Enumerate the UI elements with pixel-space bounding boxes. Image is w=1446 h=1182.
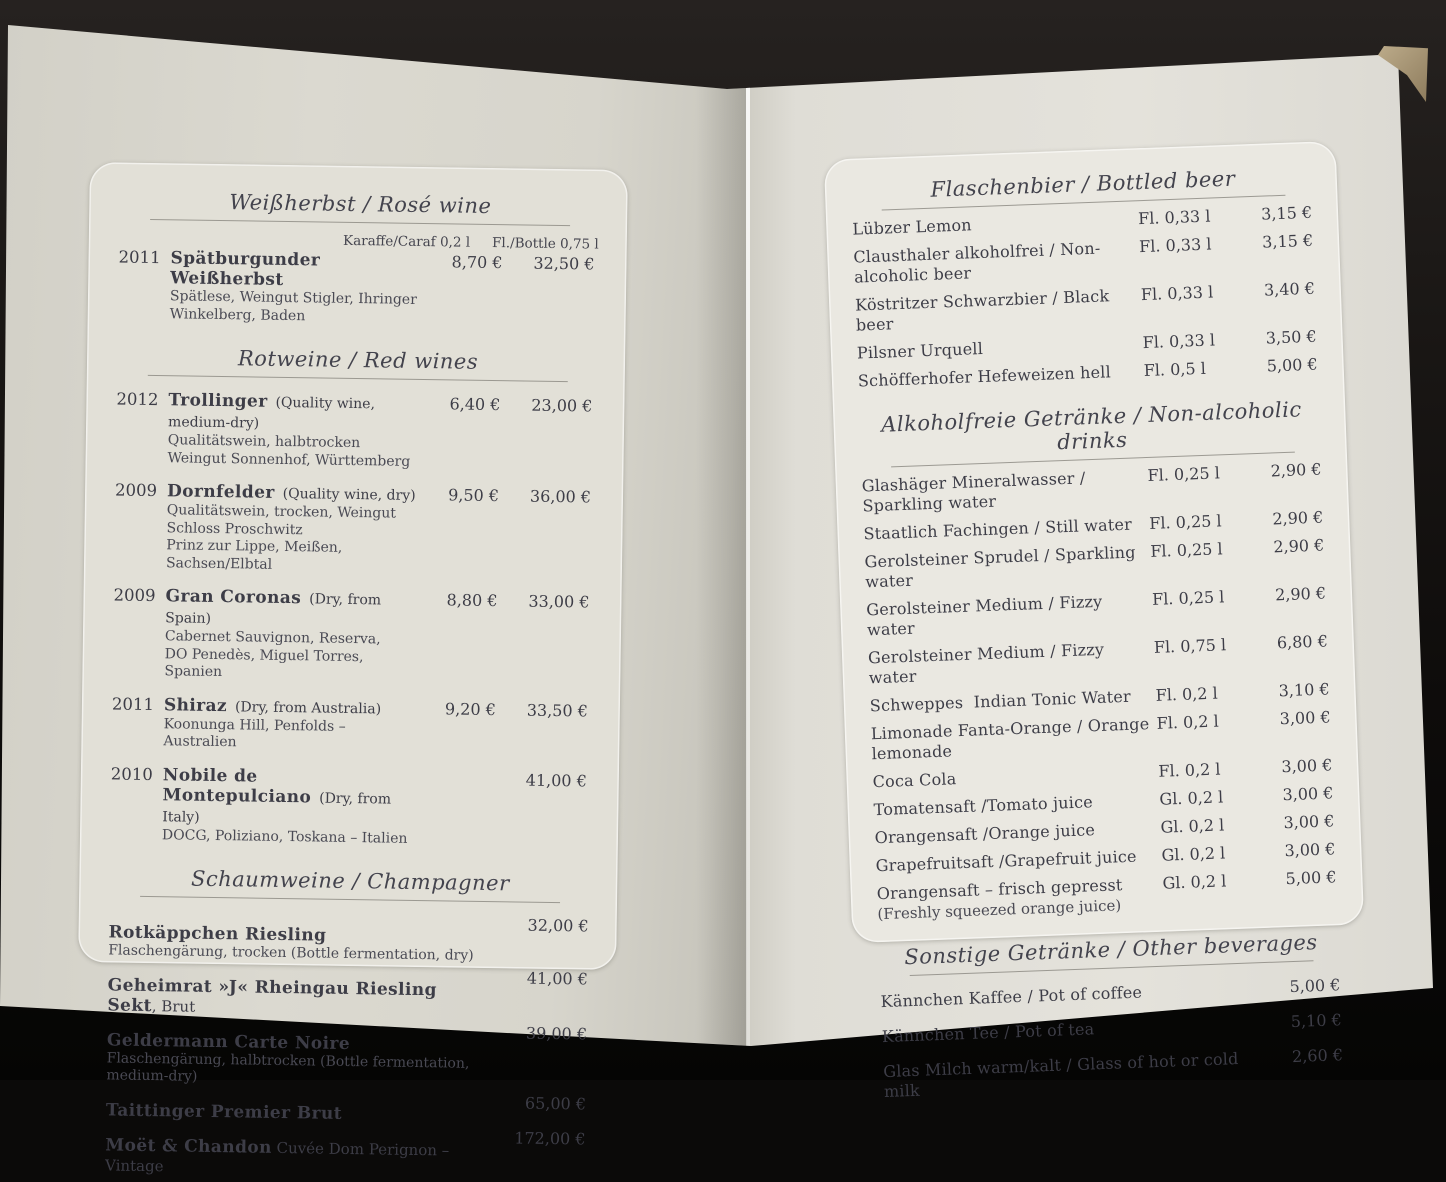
section-title-rose: Weißherbst / Rosé wine xyxy=(119,188,601,219)
wine-note: (Dry, from Australia) xyxy=(235,699,381,717)
beverage-size: Fl. 0,25 l xyxy=(1143,462,1248,486)
beverage-name: Lübzer Lemon xyxy=(852,209,1135,239)
beverage-size: Fl. 0,25 l xyxy=(1148,586,1253,610)
sparkling-price: 39,00 € xyxy=(491,1023,589,1044)
beverage-row xyxy=(864,535,1329,592)
wine-year: 2010 xyxy=(111,764,163,785)
beverage-price: 2,90 € xyxy=(1249,507,1328,530)
beverage-row xyxy=(853,231,1318,288)
beverage-row xyxy=(880,975,1344,1012)
sparkling-row xyxy=(108,922,591,967)
beverage-row xyxy=(855,279,1320,336)
beverage-name: Limonade Fanta-Orange / Orange lemonade xyxy=(871,714,1154,764)
beverage-name: Köstritzer Schwarzbier / Black beer xyxy=(855,285,1138,335)
sparkling-price: 65,00 € xyxy=(490,1093,588,1114)
section-title-beer: Flaschenbier / Bottled beer xyxy=(851,164,1316,205)
beverage-price: 2,90 € xyxy=(1247,459,1326,482)
wine-main xyxy=(166,481,421,576)
wine-name: Shiraz xyxy=(164,695,227,716)
price-bottle: 33,00 € xyxy=(503,591,595,612)
section-red-wines xyxy=(110,344,599,850)
wine-name: Trollinger xyxy=(168,390,267,411)
heading-rule xyxy=(140,896,559,903)
section-rose-wine xyxy=(118,188,602,329)
beverage-size: Fl. 0,33 l xyxy=(1135,233,1240,257)
beverage-name: Grapefruitsaft /Grapefruit juice xyxy=(875,846,1158,876)
heading-rule xyxy=(148,375,567,382)
beverage-price: 3,15 € xyxy=(1238,203,1317,226)
wine-desc: Weingut Sonnenhof, Württemberg xyxy=(167,450,421,471)
beverage-row xyxy=(866,583,1331,640)
price-bottle: 36,00 € xyxy=(505,486,597,507)
price-caraf xyxy=(417,768,501,769)
section-title-other: Sonstige Getränke / Other beverages xyxy=(879,929,1344,970)
beverage-name: Staatlich Fachingen / Still water xyxy=(863,514,1146,544)
beverage-size: Gl. 0,2 l xyxy=(1157,842,1262,866)
beverage-price: 3,00 € xyxy=(1260,811,1339,834)
center-fold-shadow xyxy=(696,0,746,1080)
wine-note: (Dry, from Spain) xyxy=(165,591,386,627)
wine-name: Dornfelder xyxy=(167,481,275,503)
wine-year: 2009 xyxy=(113,585,165,606)
wine-desc: Koonunga Hill, Penfolds – Australien xyxy=(163,716,417,755)
sparkling-row xyxy=(105,1135,588,1182)
beverage-name: Pilsner Urquell xyxy=(857,333,1140,363)
beverage-price: 6,80 € xyxy=(1253,631,1332,654)
beverage-price: 3,00 € xyxy=(1256,707,1335,730)
section-other-beverages xyxy=(879,929,1348,1102)
wine-desc: Cabernet Sauvignon, Reserva, xyxy=(165,628,419,649)
sparkling-name: Taittinger Premier Brut xyxy=(106,1100,342,1123)
beverage-row xyxy=(871,707,1336,764)
wine-desc: Qualitätswein, halbtrocken xyxy=(168,432,422,453)
beverage-price: 2,60 € xyxy=(1269,1045,1348,1068)
sparkling-suffix: Cuvée Dom Perignon – Vintage xyxy=(105,1138,454,1174)
left-menu-panel xyxy=(78,162,628,970)
price-bottle: 33,50 € xyxy=(502,700,594,721)
right-menu-panel xyxy=(824,141,1364,943)
beverage-size: Fl. 0,2 l xyxy=(1152,710,1257,734)
price-caraf: 9,20 € xyxy=(418,698,502,719)
beverage-size: Gl. 0,2 l xyxy=(1155,786,1260,810)
wine-desc: Qualitätswein, trocken, Weingut Schloss Proschwitz xyxy=(166,502,420,541)
wine-main xyxy=(164,586,419,684)
sparkling-row xyxy=(106,1030,589,1092)
beverage-name: Gerolsteiner Medium / Fizzy water xyxy=(866,590,1149,640)
beverage-name: Coca Cola xyxy=(872,762,1155,792)
price-bottle: 41,00 € xyxy=(501,770,593,791)
beverage-price: 3,40 € xyxy=(1241,279,1320,302)
sparkling-price: 32,00 € xyxy=(493,915,591,936)
wine-year: 2011 xyxy=(112,694,164,715)
wine-main xyxy=(163,695,418,755)
beverage-price: 3,10 € xyxy=(1255,679,1334,702)
beverage-size: Fl. 0,25 l xyxy=(1145,510,1250,534)
beverage-size: Fl. 0,2 l xyxy=(1151,682,1256,706)
wine-row xyxy=(112,585,595,687)
wine-name: Spätburgunder Weißherbst xyxy=(170,248,327,290)
sparkling-row xyxy=(107,975,590,1022)
price-caraf: 8,80 € xyxy=(419,590,503,611)
wine-name: Nobile de Montepulciano xyxy=(162,765,311,807)
beverage-size: Fl. 0,75 l xyxy=(1150,634,1255,658)
wine-row xyxy=(114,480,597,578)
bottle-column-header: Fl./Bottle 0,75 l xyxy=(492,235,599,253)
beverage-row xyxy=(868,631,1333,688)
price-bottle: 32,50 € xyxy=(508,253,600,274)
beverage-name-translation: (Freshly squeezed orange juice) xyxy=(877,894,1160,924)
sparkling-main xyxy=(108,922,493,965)
beverage-row xyxy=(861,459,1326,516)
wine-main xyxy=(162,765,417,848)
center-fold-line xyxy=(746,60,750,1070)
beverage-name: Orangensaft – frisch gepresst xyxy=(876,875,1122,903)
beverage-row xyxy=(876,867,1341,924)
section-bottled-beer xyxy=(851,164,1322,392)
section-sparkling xyxy=(105,865,592,1182)
sparkling-row xyxy=(106,1100,588,1127)
sparkling-name: Moët & Chandon xyxy=(105,1135,272,1157)
beverage-size: Fl. 0,33 l xyxy=(1134,206,1239,230)
sparkling-main xyxy=(105,1135,490,1181)
left-panel-content xyxy=(75,162,628,1182)
beverage-name: Kännchen Kaffee / Pot of coffee xyxy=(880,978,1266,1012)
sparkling-main xyxy=(107,975,492,1021)
beverage-row xyxy=(883,1045,1348,1102)
wine-main xyxy=(167,390,422,471)
sparkling-name: Geldermann Carte Noire xyxy=(107,1030,350,1054)
beverage-name: Orangensaft /Orange juice xyxy=(874,818,1157,848)
wine-desc: Prinz zur Lippe, Meißen, Sachsen/Elbtal xyxy=(166,537,420,576)
beverage-size: Fl. 0,2 l xyxy=(1154,758,1259,782)
beverage-name: Glashäger Mineralwasser / Sparkling water xyxy=(861,466,1144,516)
wine-desc: DO Penedès, Miguel Torres, Spanien xyxy=(164,646,418,685)
wine-main xyxy=(170,248,425,327)
beverage-size: Fl. 0,25 l xyxy=(1146,538,1251,562)
beverage-price: 5,10 € xyxy=(1267,1010,1346,1033)
sparkling-main xyxy=(106,1100,490,1126)
wine-year: 2009 xyxy=(115,480,167,501)
wine-year: 2011 xyxy=(118,247,170,268)
sparkling-name: Geheimrat »J« Rheingau Riesling Sekt xyxy=(107,975,443,1016)
heading-rule xyxy=(150,219,569,226)
sparkling-desc: Flaschengärung, halbtrocken (Bottle fermentation, medium-dry) xyxy=(106,1050,490,1091)
price-bottle: 23,00 € xyxy=(506,395,598,416)
caraf-column-header: Karaffe/Caraf 0,2 l xyxy=(343,233,470,251)
section-title-non-alcoholic: Alkoholfreie Getränke / Non-alcoholic drinks xyxy=(859,397,1324,462)
wine-desc: DOCG, Poliziano, Toskana – Italien xyxy=(162,827,416,848)
wine-desc: Spätlese, Weingut Stigler, Ihringer Winkelberg, Baden xyxy=(170,288,424,327)
beverage-name: Tomatensaft /Tomato juice xyxy=(873,790,1156,820)
beverage-name-wrap xyxy=(876,874,1159,924)
beverage-size: Gl. 0,2 l xyxy=(1158,870,1263,894)
wine-note: (Dry, from Italy) xyxy=(162,790,396,825)
beverage-size: Fl. 0,5 l xyxy=(1139,357,1244,381)
beverage-name: Clausthaler alkoholfrei / Non-alcoholic beer xyxy=(853,237,1136,287)
wine-name: Gran Coronas xyxy=(165,586,301,608)
right-panel-content xyxy=(824,141,1370,1103)
sparkling-name: Rotkäppchen Riesling xyxy=(108,922,326,945)
beverage-price: 3,15 € xyxy=(1239,231,1318,254)
beverage-price: 3,50 € xyxy=(1242,327,1321,350)
beverage-price: 2,90 € xyxy=(1252,583,1331,606)
price-caraf: 8,70 € xyxy=(424,252,508,273)
beverage-name: Gerolsteiner Sprudel / Sparkling water xyxy=(864,542,1147,592)
price-caraf: 6,40 € xyxy=(422,394,506,415)
beverage-price: 5,00 € xyxy=(1243,355,1322,378)
sparkling-suffix: , Brut xyxy=(152,997,196,1016)
price-caraf: 9,50 € xyxy=(421,485,505,506)
beverage-price: 3,00 € xyxy=(1259,783,1338,806)
beverage-row xyxy=(882,1010,1346,1047)
beverage-size: Fl. 0,33 l xyxy=(1138,329,1243,353)
section-non-alcoholic xyxy=(859,397,1341,925)
section-title-red: Rotweine / Red wines xyxy=(117,344,599,375)
wine-row xyxy=(115,389,598,473)
beverage-name: Gerolsteiner Medium / Fizzy water xyxy=(868,638,1151,688)
beverage-name: Kännchen Tee / Pot of tea xyxy=(882,1013,1268,1047)
beverage-name: Schweppes Indian Tonic Water xyxy=(870,686,1153,716)
wine-row xyxy=(118,247,601,329)
wine-row xyxy=(110,764,593,851)
sparkling-price: 172,00 € xyxy=(489,1128,587,1149)
beverage-name: Glas Milch warm/kalt / Glass of hot or cold milk xyxy=(883,1048,1270,1102)
wine-year: 2012 xyxy=(116,389,168,410)
beverage-size: Fl. 0,33 l xyxy=(1137,281,1242,305)
beverage-name: Schöfferhofer Hefeweizen hell xyxy=(858,361,1141,391)
beverage-price: 3,00 € xyxy=(1261,839,1340,862)
sparkling-desc: Flaschengärung, trocken (Bottle fermentation, dry) xyxy=(108,942,492,965)
wine-note: (Quality wine, medium-dry) xyxy=(168,395,380,432)
section-title-sparkling: Schaumweine / Champagner xyxy=(109,865,591,896)
sparkling-main xyxy=(106,1030,491,1091)
beverage-price: 5,00 € xyxy=(1266,975,1345,998)
beverage-price: 5,00 € xyxy=(1262,867,1341,890)
sparkling-price: 41,00 € xyxy=(492,968,590,989)
wine-row xyxy=(111,694,594,757)
beverage-price: 3,00 € xyxy=(1258,755,1337,778)
beverage-price: 2,90 € xyxy=(1250,535,1329,558)
wine-note: (Quality wine, dry) xyxy=(283,486,416,504)
beverage-size: Gl. 0,2 l xyxy=(1156,814,1261,838)
